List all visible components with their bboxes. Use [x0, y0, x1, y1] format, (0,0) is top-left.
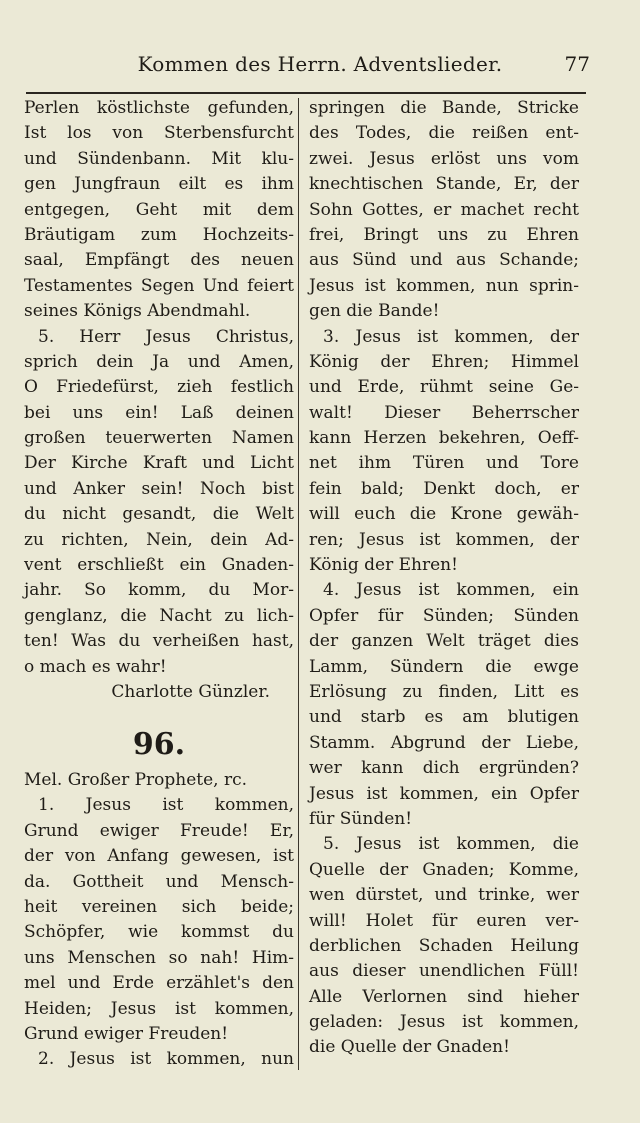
- text-line: 5. Herr Jesus Christus,: [38, 326, 294, 347]
- text-line: Grund ewiger Freude! Er,: [24, 820, 294, 841]
- text-line: o mach es wahr!: [24, 656, 167, 677]
- stanza-2-start: [24, 1047, 294, 1072]
- text-line: aus Sünd und aus Schande;: [309, 250, 579, 271]
- text-line: entgegen, Geht mit dem: [24, 199, 294, 220]
- text-line: sprich dein Ja und Amen,: [24, 351, 294, 372]
- text-line: zwei. Jesus erlöst uns vom: [309, 148, 579, 169]
- text-line: und Anker sein! Noch bist: [24, 478, 294, 499]
- text-line: du nicht gesandt, die Welt: [24, 504, 294, 525]
- text-line: bei uns ein! Laß deinen: [24, 402, 294, 423]
- text-line: 3. Jesus ist kommen, der: [323, 326, 579, 347]
- text-line: die Quelle der Gnaden!: [309, 1037, 510, 1058]
- text-line: Bräutigam zum Hochzeits-: [24, 224, 294, 245]
- text-line: geladen: Jesus ist kommen,: [309, 1012, 579, 1033]
- running-title: Kommen des Herrn. Adventslieder.: [137, 52, 503, 76]
- text-line: genglanz, die Nacht zu lich-: [24, 605, 294, 626]
- stanza-4: [309, 578, 579, 832]
- text-line: net ihm Türen und Tore: [309, 453, 579, 474]
- stanza-1: [24, 793, 294, 1047]
- text-line: Ist los von Sterbensfurcht: [24, 123, 294, 144]
- text-line: Testamentes Segen Und feiert: [24, 275, 294, 296]
- text-line: ren; Jesus ist kommen, der: [309, 529, 579, 550]
- text-line: 4. Jesus ist kommen, ein: [323, 580, 579, 601]
- text-line: vent erschließt ein Gnaden-: [24, 555, 294, 576]
- stanza-5-right: [309, 832, 579, 1061]
- stanza-5: [24, 325, 294, 680]
- text-line: Grund ewiger Freuden!: [24, 1023, 229, 1044]
- text-line: Jesus ist kommen, ein Opfer: [309, 783, 579, 804]
- text-line: walt! Dieser Beherrscher: [309, 402, 579, 423]
- text-line: und Erde, rühmt seine Ge-: [309, 377, 579, 398]
- text-line: knechtischen Stande, Er, der: [309, 174, 579, 195]
- text-line: gen Jungfraun eilt es ihm: [24, 174, 294, 195]
- melody-line: Mel. Großer Prophete, rc.: [24, 769, 248, 790]
- text-line: saal, Empfängt des neuen: [24, 250, 294, 271]
- text-line: jahr. So komm, du Mor-: [24, 580, 294, 601]
- text-line: mel und Erde erzählet's den: [24, 973, 294, 994]
- stanza-continuation: [24, 96, 294, 325]
- hymn-number: 96.: [132, 726, 186, 762]
- text-line: König der Ehren!: [309, 555, 458, 576]
- text-line: Alle Verlornen sind hieher: [309, 986, 579, 1007]
- text-line: Jesus ist kommen, nun sprin-: [309, 275, 579, 296]
- text-line: Quelle der Gnaden; Komme,: [309, 859, 579, 880]
- text-line: Heiden; Jesus ist kommen,: [24, 998, 294, 1019]
- text-line: O Friedefürst, zieh festlich: [24, 377, 294, 398]
- text-line: des Todes, die reißen ent-: [309, 123, 579, 144]
- text-line: König der Ehren; Himmel: [309, 351, 579, 372]
- text-line: gen die Bande!: [309, 301, 440, 322]
- text-line: Opfer für Sünden; Sünden: [309, 605, 579, 626]
- text-line: der von Anfang gewesen, ist: [24, 846, 294, 867]
- right-column: [309, 96, 579, 1096]
- text-line: 2. Jesus ist kommen, nun: [38, 1049, 294, 1070]
- stanza-2-continuation: [309, 96, 579, 325]
- text-line: Schöpfer, wie kommst du: [24, 922, 294, 943]
- text-line: Stamm. Abgrund der Liebe,: [309, 732, 579, 753]
- text-line: und starb es am blutigen: [309, 707, 579, 728]
- page-header: [30, 52, 590, 86]
- header-rule: [26, 92, 586, 94]
- text-line: Erlösung zu finden, Litt es: [309, 681, 579, 702]
- left-column: [24, 96, 294, 1096]
- text-line: 1. Jesus ist kommen,: [38, 795, 294, 816]
- text-line: Sohn Gottes, er machet recht: [309, 199, 579, 220]
- text-line: der ganzen Welt träget dies: [309, 631, 579, 652]
- text-line: frei, Bringt uns zu Ehren: [309, 224, 579, 245]
- text-line: heit vereinen sich beide;: [24, 896, 294, 917]
- text-line: Der Kirche Kraft und Licht: [24, 453, 294, 474]
- text-line: springen die Bande, Stricke: [309, 98, 579, 118]
- text-line: fein bald; Denkt doch, er: [309, 478, 579, 499]
- text-line: wen dürstet, und trinke, wer: [309, 885, 579, 906]
- text-line: derblichen Schaden Heilung: [309, 935, 579, 956]
- stanza-3: [309, 325, 579, 579]
- text-line: uns Menschen so nah! Him-: [24, 947, 294, 968]
- author-signature: Charlotte Günzler.: [111, 681, 270, 702]
- text-line: und Sündenbann. Mit klu-: [24, 148, 294, 169]
- text-line: aus dieser unendlichen Füll!: [309, 961, 579, 982]
- page-number: 77: [564, 52, 590, 76]
- text-line: großen teuerwerten Namen: [24, 428, 294, 449]
- column-divider: [298, 98, 299, 1070]
- text-line: ten! Was du verheißen hast,: [24, 631, 294, 652]
- text-line: seines Königs Abendmahl.: [24, 301, 251, 322]
- text-line: will! Holet für euren ver-: [309, 910, 579, 931]
- text-line: Perlen köstlichste gefunden,: [24, 98, 294, 118]
- text-line: kann Herzen bekehren, Oeff-: [309, 428, 579, 449]
- text-line: 5. Jesus ist kommen, die: [323, 834, 579, 855]
- text-line: zu richten, Nein, dein Ad-: [24, 529, 294, 550]
- text-line: für Sünden!: [309, 808, 413, 829]
- text-line: da. Gottheit und Mensch-: [24, 871, 294, 892]
- text-line: will euch die Krone gewäh-: [309, 504, 579, 525]
- text-line: Lamm, Sündern die ewge: [309, 656, 579, 677]
- text-line: wer kann dich ergründen?: [309, 758, 579, 779]
